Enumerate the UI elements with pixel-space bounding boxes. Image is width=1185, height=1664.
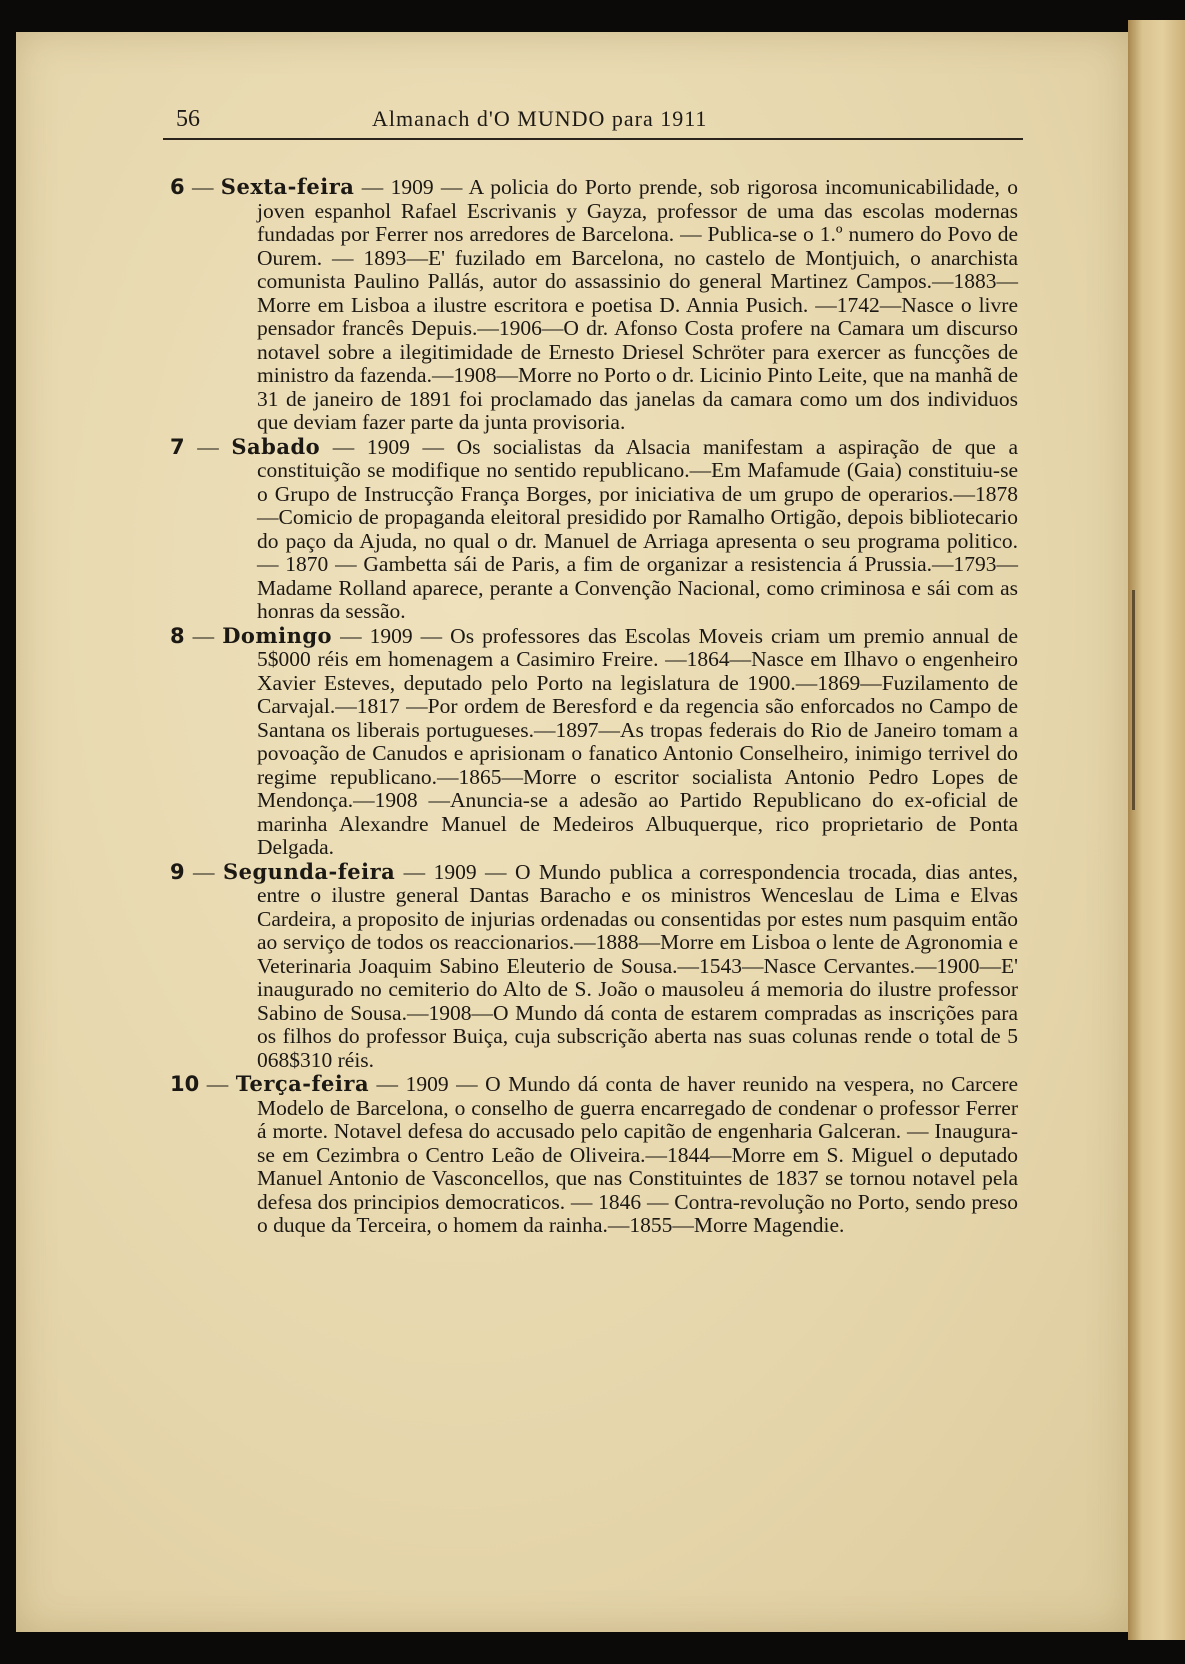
adjacent-page-edge [1128,20,1185,1640]
entry-weekday: Domingo [222,622,333,648]
entry-day-7: 7 — Sabado — 1909 — Os socialistas da Alsacia manifestam a aspiração de que a constituição se modifique no sentido republicano.—Em Mafamude (Gaia) constituiu-se o Grupo de Instrucção França Borges, por iniciativa de um grupo de operarios.—1878—Comicio de propaganda eleitoral presidido por Ramalho Ortigão, depois bibliotecario do paço da Ajuda, no qual o dr. Manuel de Arriaga apresenta o seu programa politico. — 1870 — Gambetta sái de Paris, a fim de organizar a resistencia á Prussia.—1793—Madame Rolland aparece, perante a Convenção Nacional, como criminosa e sái com as honras da sessão. [170,433,1018,623]
entry-day-9: 9 — Segunda-feira — 1909 — O Mundo publica a correspondencia trocada, dias antes, entre o ilustre general Dantas Baracho e os ministros Wenceslau de Lima e Elvas Cardeira, a proposito de injurias ordenadas ou consentidas por estes num pasquim então ao serviço de todos os reaccionarios.—1888—Morre em Lisboa o lente de Agronomia e Veterinaria Joaquim Sabino Eleuterio de Sousa.—1543—Nasce Cervantes.—1900—E' inaugurado no cemiterio do Alto de S. João o mausoleu á memoria do ilustre professor Sabino de Sousa.—1908—O Mundo dá conta de estarem compradas as inscrições para os filhos do professor Buiça, cuja subscrição aberta nas suas colunas rende o total de 5 068$310 réis. [170,858,1019,1072]
entry-number: 10 [170,1072,200,1096]
entry-number: 8 [170,623,185,648]
header-rule [163,138,1023,140]
entry-text: 1909 — O Mundo dá conta de haver reunido na vespera, no Carcere Modelo de Barcelona, o conselho de guerra encarregado de condenar o professor Ferrer á morte. Notavel defesa do accusado pelo capitão de engenharia Galceran. — Inaugura-se em Cezimbra o Centro Leão de Oliveira.—1844—Morre em S. Miguel o deputado Manuel Antonio de Vasconcellos, que nas Constituintes de 1837 se tornou notavel pela defesa dos principios democraticos. — 1846 — Contra-revolução no Porto, sendo preso o duque da Terceira, o homem da rainha.—1855—Morre Magendie. [257,1072,1018,1237]
entry-text: 1909 — Os professores das Escolas Moveis criam um premio annual de 5$000 réis em homenagem a Casimiro Freire. —1864—Nasce em Ilhavo o engenheiro Xavier Esteves, deputado pelo Porto na legislatura de 1900.—1869—Fuzilamento de Carvajal.—1817 —Por ordem de Beresford e da regencia são enforcados no Campo de Santana os liberais portugueses.—1897—As tropas federais do Rio de Janeiro tomam a povoação de Canudos e aprisionam o fanatico Antonio Conselheiro, inimigo terrivel do regime republicano.—1865—Morre o escritor socialista Antonio Pedro Lopes de Mendonça.—1908 —Anuncia-se a adesão ao Partido Republicano do ex-oficial de marinha Alexandre Manuel de Medeiros Albuquerque, rico proprietario de Ponta Delgada. [257,623,1019,859]
running-title: Almanach d'O MUNDO para 1911 [372,106,708,131]
entry-weekday: Terça-feira [235,1071,370,1096]
entry-day-8: 8 — Domingo — 1909 — Os professores das Escolas Moveis criam um premio annual de 5$000 réis em homenagem a Casimiro Freire. —1864—Nasce em Ilhavo o engenheiro Xavier Esteves, deputado pelo Porto na legislatura de 1900.—1869—Fuzilamento de Carvajal.—1817 —Por ordem de Beresford e da regencia são enforcados no Campo de Santana os liberais portugueses.—1897—As tropas federais do Rio de Janeiro tomam a povoação de Canudos e aprisionam o fanatico Antonio Conselheiro, inimigo terrivel do regime republicano.—1865—Morre o escritor socialista Antonio Pedro Lopes de Mendonça.—1908 —Anuncia-se a adesão ao Partido Republicano do ex-oficial de marinha Alexandre Manuel de Medeiros Albuquerque, rico proprietario de Ponta Delgada. [170,622,1019,859]
entry-number: 9 [170,859,185,884]
entry-text: 1909 — O Mundo publica a correspondencia trocada, dias antes, entre o ilustre general Dantas Baracho e os ministros Wenceslau de Lima e Elvas Cardeira, a proposito de injurias ordenadas ou consentidas por estes num pasquim então ao serviço de todos os reaccionarios.—1888—Morre em Lisboa o lente de Agronomia e Veterinaria Joaquim Sabino Eleuterio de Sousa.—1543—Nasce Cervantes.—1900—E' inaugurado no cemiterio do Alto de S. João o mausoleu á memoria do ilustre professor Sabino de Sousa.—1908—O Mundo dá conta de estarem compradas as inscrições para os filhos do professor Buiça, cuja subscrição aberta nas suas colunas rende o total de 5 068$310 réis. [257,859,1019,1072]
entry-text: 1909 — A policia do Porto prende, sob rigorosa incomunicabilidade, o joven espanhol Rafael Escrivanis y Gayza, professor de uma das escolas modernas fundadas por Ferrer nos arredores de Barcelona. — Publica-se o 1.º numero do Povo de Ourem. — 1893—E' fuzilado em Barcelona, no castelo de Montjuich, o anarchista comunista Paulino Pallás, autor do assassinio do general Martinez Campos.—1883—Morre em Lisboa a ilustre escritora e poetisa D. Annia Pusich. —1742—Nasce o livre pensador francês Depuis.—1906—O dr. Afonso Costa profere na Camara um discurso notavel sobre a ilegitimidade de Ernesto Driesel Schröter para exercer as funcções de ministro da fazenda.—1908—Morre no Porto o dr. Licinio Pinto Leite, que na manhã de 31 de janeiro de 1891 foi proclamado das janelas da camara como um dos individuos que deviam fazer parte da junta provisoria. [257,175,1019,434]
entry-number: 7 [170,434,185,459]
page-number: 56 [176,106,200,132]
entry-day-10: 10 — Terça-feira — 1909 — O Mundo dá conta de haver reunido na vespera, no Carcere Modelo de Barcelona, o conselho de guerra encarregado de condenar o professor Ferrer á morte. Notavel defesa do accusado pelo capitão de engenharia Galceran. — Inaugura-se em Cezimbra o Centro Leão de Oliveira.—1844—Morre em S. Miguel o deputado Manuel Antonio de Vasconcellos, que nas Constituintes de 1837 se tornou notavel pela defesa dos principios democraticos. — 1846 — Contra-revolução no Porto, sendo preso o duque da Terceira, o homem da rainha.—1855—Morre Magendie. [170,1071,1018,1237]
calendar-entries [170,175,1018,1238]
entry-weekday: Sabado [231,433,321,459]
page-header [160,102,1020,138]
entry-weekday: Sexta-feira [220,174,355,199]
entry-number: 6 [170,175,185,199]
entry-day-6: 6 — Sexta-feira — 1909 — A policia do Porto prende, sob rigorosa incomunicabilidade, o joven espanhol Rafael Escrivanis y Gayza, professor de uma das escolas modernas fundadas por Ferrer nos arredores de Barcelona. — Publica-se o 1.º numero do Povo de Ourem. — 1893—E' fuzilado em Barcelona, no castelo de Montjuich, o anarchista comunista Paulino Pallás, autor do assassinio do general Martinez Campos.—1883—Morre em Lisboa a ilustre escritora e poetisa D. Annia Pusich. —1742—Nasce o livre pensador francês Depuis.—1906—O dr. Afonso Costa profere na Camara um discurso notavel sobre a ilegitimidade de Ernesto Driesel Schröter para exercer as funcções de ministro da fazenda.—1908—Morre no Porto o dr. Licinio Pinto Leite, que na manhã de 31 de janeiro de 1891 foi proclamado das janelas da camara como um dos individuos que deviam fazer parte da junta provisoria. [170,174,1019,434]
entry-text: 1909 — Os socialistas da Alsacia manifestam a aspiração de que a constituição se modifique no sentido republicano.—Em Mafamude (Gaia) constituiu-se o Grupo de Instrucção França Borges, por iniciativa de um grupo de operarios.—1878—Comicio de propaganda eleitoral presidido por Ramalho Ortigão, depois bibliotecario do paço da Ajuda, no qual o dr. Manuel de Arriaga apresenta o seu programa politico. — 1870 — Gambetta sái de Paris, a fim de organizar a resistencia á Prussia.—1793—Madame Rolland aparece, perante a Convenção Nacional, como criminosa e sái com as honras da sessão. [257,434,1018,623]
entry-weekday: Segunda-feira [222,858,396,884]
margin-pencil-mark [1132,590,1141,810]
